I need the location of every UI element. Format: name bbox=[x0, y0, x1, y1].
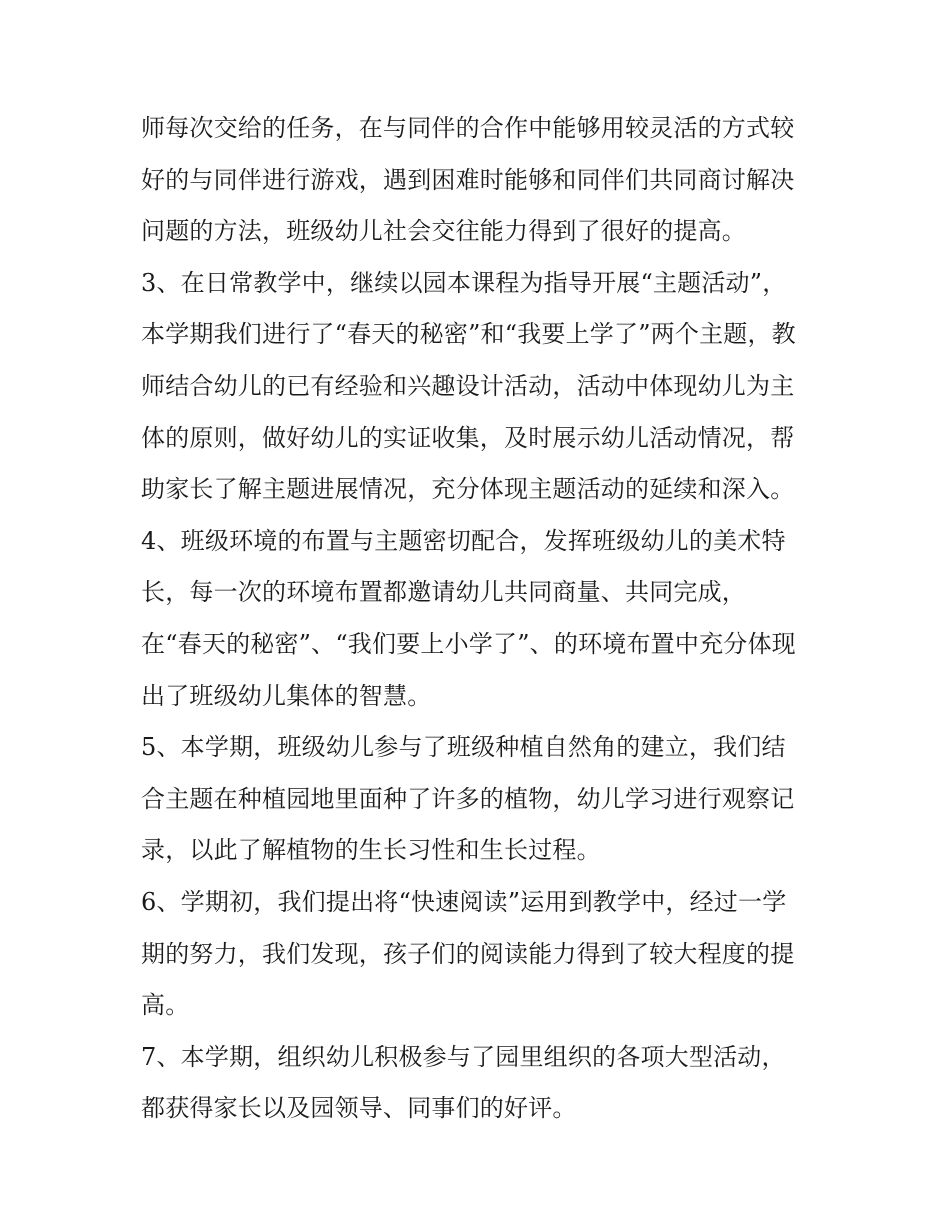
text-line: 长，每一次的环境布置都邀请幼儿共同商量、共同完成， bbox=[141, 578, 746, 607]
text-line: 助家长了解主题进展情况，充分体现主题活动的延续和深入。 bbox=[141, 475, 795, 504]
text-line: 在“春天的秘密”、“我们要上小学了”、的环境布置中充分体现 bbox=[141, 629, 796, 658]
text-line: 录，以此了解植物的生长习性和生长过程。 bbox=[141, 836, 601, 865]
text-line: 期的努力，我们发现，孩子们的阅读能力得到了较大程度的提 bbox=[141, 939, 795, 968]
text-line: 问题的方法，班级幼儿社会交往能力得到了很好的提高。 bbox=[141, 217, 746, 246]
text-line: 3、在日常教学中，继续以园本课程为指导开展“主题活动”， bbox=[141, 268, 787, 297]
text-line: 7、本学期，组织幼儿积极参与了园里组织的各项大型活动， bbox=[141, 1042, 786, 1071]
text-line: 好的与同伴进行游戏，遇到困难时能够和同伴们共同商讨解决 bbox=[141, 165, 795, 194]
text-line: 5、本学期，班级幼儿参与了班级种植自然角的建立，我们结 bbox=[141, 733, 786, 762]
text-line: 体的原则，做好幼儿的实证收集，及时展示幼儿活动情况，帮 bbox=[141, 423, 795, 452]
text-line: 合主题在种植园地里面种了许多的植物，幼儿学习进行观察记 bbox=[141, 784, 795, 813]
text-line: 师每次交给的任务，在与同伴的合作中能够用较灵活的方式较 bbox=[141, 114, 795, 142]
text-line: 4、班级环境的布置与主题密切配合，发挥班级幼儿的美术特 bbox=[141, 526, 786, 555]
text-line: 出了班级幼儿集体的智慧。 bbox=[141, 681, 432, 710]
text-line: 高。 bbox=[141, 991, 190, 1020]
body-text bbox=[141, 103, 821, 1135]
text-line: 6、学期初，我们提出将“快速阅读”运用到教学中，经过一学 bbox=[141, 887, 787, 916]
text-line: 本学期我们进行了“春天的秘密”和“我要上学了”两个主题，教 bbox=[141, 320, 796, 349]
text-line: 都获得家长以及园领导、同事们的好评。 bbox=[141, 1094, 577, 1123]
text-line: 师结合幼儿的已有经验和兴趣设计活动，活动中体现幼儿为主 bbox=[141, 371, 795, 400]
